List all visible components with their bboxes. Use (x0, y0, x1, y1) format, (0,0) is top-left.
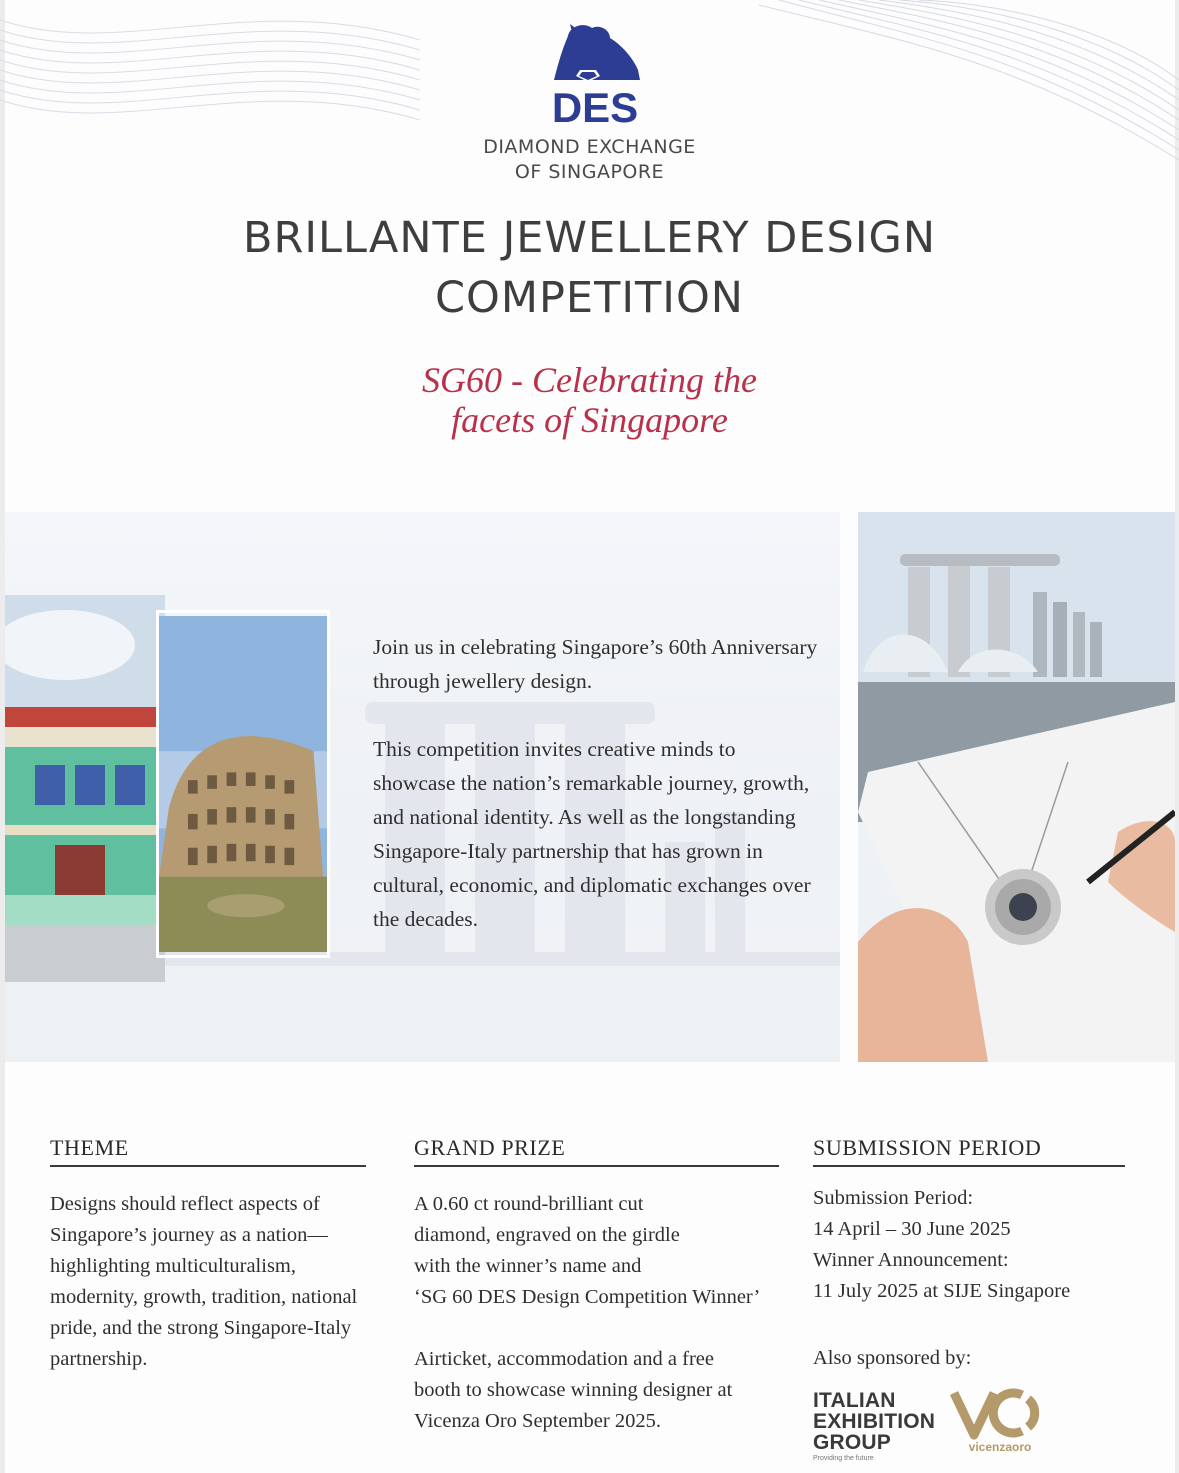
theme-heading: THEME (50, 1135, 366, 1167)
prize-line-3: with the winner’s name and (414, 1255, 642, 1277)
italian-exhibition-group-logo (813, 1390, 938, 1462)
page-title-line1: BRILLANTE JEWELLERY DESIGN (242, 213, 937, 263)
prize-line-5: Airticket, accommodation and a free (414, 1348, 714, 1370)
subtitle-line1: SG60 - Celebrating the (422, 360, 757, 400)
submission-heading: SUBMISSION PERIOD (813, 1135, 1125, 1167)
prize-line-6: booth to showcase winning designer at (414, 1379, 733, 1401)
submission-label: Submission Period: (813, 1187, 974, 1209)
submission-dates: 14 April – 30 June 2025 (813, 1218, 1011, 1240)
logo-text: DES (551, 84, 639, 126)
vicenzaoro-wordmark: vicenzaoro (968, 1440, 1032, 1454)
ieg-line3: GROUP (813, 1431, 892, 1454)
intro-paragraph-1: Join us in celebrating Singapore’s 60th Anniversary through jewellery design. (373, 635, 818, 693)
grand-prize-text (414, 1189, 779, 1437)
submission-section (813, 1135, 1125, 1374)
prize-line-4: ‘SG 60 DES Design Competition Winner’ (414, 1286, 761, 1308)
winner-label: Winner Announcement: (813, 1249, 1009, 1271)
des-lion-logo (540, 22, 650, 126)
prize-line-7: Vicenza Oro September 2025. (414, 1410, 661, 1432)
ieg-line2: EXHIBITION (813, 1410, 936, 1433)
shophouse-photo (5, 595, 165, 982)
prize-line-1: A 0.60 ct round-brilliant cut (414, 1193, 644, 1215)
subtitle-line2: facets of Singapore (451, 400, 728, 440)
prize-spacer (414, 1313, 779, 1344)
grand-prize-section (414, 1135, 779, 1437)
colosseum-photo (156, 610, 330, 958)
submission-text (813, 1183, 1125, 1374)
prize-line-2: diamond, engraved on the girdle (414, 1224, 680, 1246)
org-name-line2: OF SINGAPORE (514, 161, 665, 183)
grand-prize-heading: GRAND PRIZE (414, 1135, 779, 1167)
marina-bay-sketch-photo (858, 512, 1175, 1062)
org-name-line1: DIAMOND EXCHANGE (483, 136, 696, 158)
ieg-tagline: Providing the future (813, 1455, 874, 1462)
theme-section (50, 1135, 366, 1375)
ieg-line1: ITALIAN (813, 1389, 896, 1412)
intro-paragraph-2: This competition invites creative minds to showcase the nation’s remarkable journey, growth, and national identity. As well as the longstanding Singapore-Italy partnership that has grown in cultural, economic, and diplomatic exchanges over the decades. (373, 737, 811, 931)
intro-text (373, 630, 823, 970)
sponsor-label: Also sponsored by: (813, 1347, 972, 1369)
theme-text: Designs should reflect aspects of Singapore’s journey as a nation—highlighting multiculturalism, modernity, growth, tradition, national pride, and the strong Singapore-Italy partnership. (50, 1193, 358, 1370)
page-title-line2: COMPETITION (435, 273, 744, 323)
winner-date: 11 July 2025 at SIJE Singapore (813, 1280, 1071, 1302)
